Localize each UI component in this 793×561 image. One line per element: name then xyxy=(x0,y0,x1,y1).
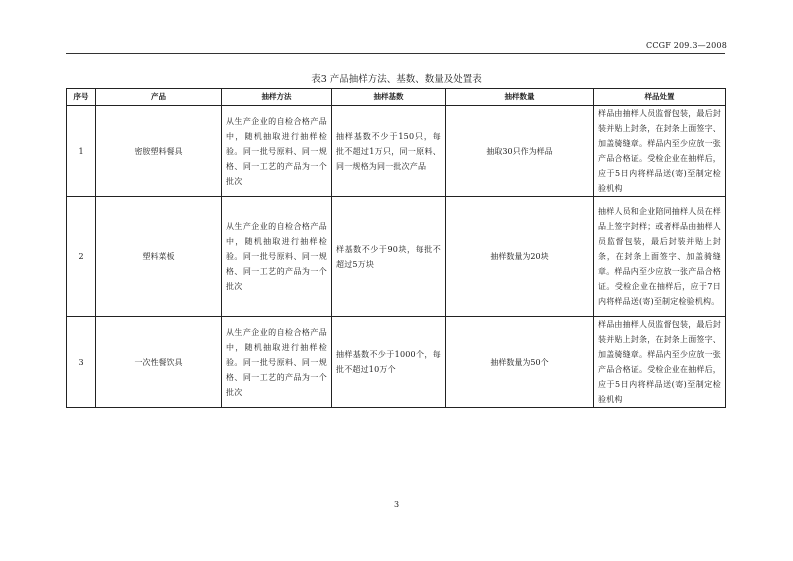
cell-quantity: 抽样数量为50个 xyxy=(446,317,594,408)
cell-no: 3 xyxy=(67,317,96,408)
cell-no: 2 xyxy=(67,197,96,317)
column-header-disposal: 样品处置 xyxy=(594,89,726,106)
cell-disposal: 抽样人员和企业陪同抽样人员在样品上签字封样；或者样品由抽样人员监督包装，最后封装并贴上封条，在封条上面签字、加盖骑缝章。样品内至少应放一张产品合格证。受检企业在抽样后，应于7日内将样品送(寄)至制定检验机构。 xyxy=(594,197,726,317)
column-header-product: 产品 xyxy=(96,89,222,106)
table-caption: 表3 产品抽样方法、基数、数量及处置表 xyxy=(311,74,482,85)
cell-base: 样基数不少于90块，每批不超过5万块 xyxy=(332,197,446,317)
column-header-base: 抽样基数 xyxy=(332,89,446,106)
sampling-table xyxy=(66,88,726,408)
column-header-method: 抽样方法 xyxy=(222,89,332,106)
column-header-no: 序号 xyxy=(67,89,96,106)
cell-product: 密胺塑料餐具 xyxy=(96,106,222,197)
table-header-row xyxy=(67,89,726,106)
cell-method: 从生产企业的自检合格产品中，随机抽取进行抽样检验。同一批号原料、同一规格、同一工艺的产品为一个批次 xyxy=(222,197,332,317)
cell-product: 一次性餐饮具 xyxy=(96,317,222,408)
table-row xyxy=(67,317,726,408)
cell-base: 抽样基数不少于150只，每批不超过1万只，同一原料、同一规格为同一批次产品 xyxy=(332,106,446,197)
page-number: 3 xyxy=(393,500,400,509)
cell-no: 1 xyxy=(67,106,96,197)
table-row xyxy=(67,106,726,197)
cell-base: 抽样基数不少于1000个，每批不超过10万个 xyxy=(332,317,446,408)
cell-quantity: 抽样数量为20块 xyxy=(446,197,594,317)
column-header-quantity: 抽样数量 xyxy=(446,89,594,106)
cell-product: 塑料菜板 xyxy=(96,197,222,317)
header-divider xyxy=(66,53,725,54)
cell-disposal: 样品由抽样人员监督包装，最后封装并贴上封条，在封条上面签字、加盖骑缝章。样品内至少应放一张产品合格证。受检企业在抽样后，应于5日内将样品送(寄)至制定检验机构 xyxy=(594,317,726,408)
cell-quantity: 抽取30只作为样品 xyxy=(446,106,594,197)
cell-method: 从生产企业的自检合格产品中，随机抽取进行抽样检验。同一批号原料、同一规格、同一工艺的产品为一个批次 xyxy=(222,106,332,197)
cell-disposal: 样品由抽样人员监督包装，最后封装并贴上封条，在封条上面签字、加盖骑缝章。样品内至少应放一张产品合格证。受检企业在抽样后，应于5日内将样品送(寄)至制定检验机构 xyxy=(594,106,726,197)
cell-method: 从生产企业的自检合格产品中，随机抽取进行抽样检验。同一批号原料、同一规格、同一工艺的产品为一个批次 xyxy=(222,317,332,408)
document-code: CCGF 209.3—2008 xyxy=(646,41,727,50)
table-row xyxy=(67,197,726,317)
